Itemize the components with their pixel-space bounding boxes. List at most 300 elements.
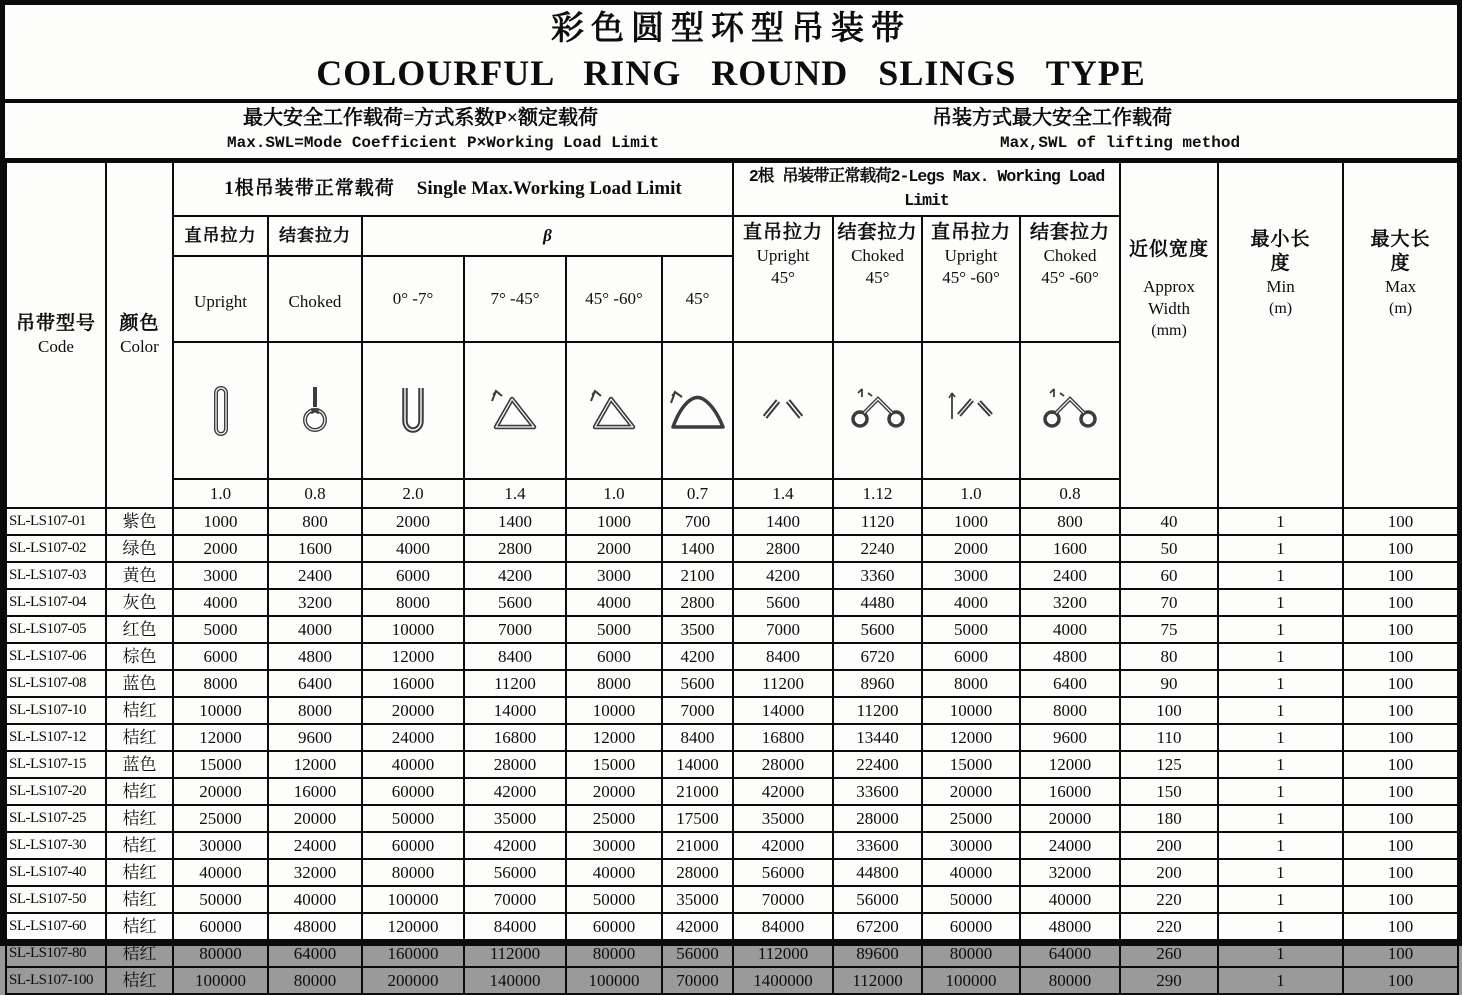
value-cell: 100000 <box>922 967 1020 994</box>
value-cell: 100 <box>1343 562 1458 589</box>
value-cell: 700 <box>662 508 733 535</box>
value-cell: 48000 <box>268 913 362 940</box>
table-row <box>6 751 1458 778</box>
value-cell: 24000 <box>362 724 464 751</box>
header-approx-width <box>1120 162 1218 508</box>
header-code-en: Code <box>38 337 74 356</box>
basket-sling-icon <box>362 342 464 479</box>
header-color-zh: 颜色 <box>119 313 160 334</box>
value-cell: 200000 <box>362 967 464 994</box>
value-cell: 33600 <box>833 778 922 805</box>
value-cell: 24000 <box>268 832 362 859</box>
spec-table <box>5 161 1459 995</box>
value-cell: 50000 <box>362 805 464 832</box>
table-row <box>6 508 1458 535</box>
value-cell: 5600 <box>662 670 733 697</box>
table-row <box>6 724 1458 751</box>
header-choked-zh: 结套拉力 <box>268 216 362 256</box>
value-cell: 13440 <box>833 724 922 751</box>
value-cell: 16800 <box>733 724 833 751</box>
leg0-zh: 直吊拉力 <box>743 222 824 243</box>
color-cell: 蓝色 <box>106 670 173 697</box>
code-cell: SL-LS107-100 <box>6 967 106 994</box>
formula-left <box>5 103 800 158</box>
header-min-length <box>1218 162 1343 508</box>
value-cell: 32000 <box>1020 859 1120 886</box>
leg2-en: Upright <box>944 246 998 265</box>
code-cell: SL-LS107-15 <box>6 751 106 778</box>
max-zh2: 度 <box>1390 253 1411 274</box>
value-cell: 14000 <box>662 751 733 778</box>
max-unit: (m) <box>1388 300 1413 317</box>
value-cell: 6000 <box>173 643 268 670</box>
value-cell: 1 <box>1218 940 1343 967</box>
angled-basket-45-icon <box>566 342 662 479</box>
value-cell: 80000 <box>566 940 662 967</box>
code-cell: SL-LS107-01 <box>6 508 106 535</box>
value-cell: 2800 <box>662 589 733 616</box>
value-cell: 1 <box>1218 724 1343 751</box>
value-cell: 2000 <box>173 535 268 562</box>
value-cell: 80000 <box>362 859 464 886</box>
value-cell: 8000 <box>362 589 464 616</box>
value-cell: 7000 <box>464 616 566 643</box>
value-cell: 5000 <box>566 616 662 643</box>
header-code <box>6 162 106 508</box>
value-cell: 125 <box>1120 751 1218 778</box>
single-group-en: Single Max.Working Load Limit <box>416 178 682 200</box>
value-cell: 20000 <box>922 778 1020 805</box>
value-cell: 40000 <box>922 859 1020 886</box>
header-leg-upright-45-60 <box>922 216 1020 342</box>
table-row <box>6 616 1458 643</box>
header-leg-choked-45 <box>833 216 922 342</box>
formula-left-zh: 最大安全工作载荷=方式系数P×额定载荷 <box>243 107 599 129</box>
value-cell: 100 <box>1343 805 1458 832</box>
value-cell: 160000 <box>362 940 464 967</box>
formula-right-en: Max,SWL of lifting method <box>1000 134 1241 152</box>
value-cell: 6000 <box>566 643 662 670</box>
value-cell: 20000 <box>566 778 662 805</box>
table-row <box>6 589 1458 616</box>
leg2-zh: 直吊拉力 <box>931 222 1012 243</box>
value-cell: 80000 <box>268 967 362 994</box>
value-cell: 28000 <box>464 751 566 778</box>
value-cell: 70000 <box>733 886 833 913</box>
value-cell: 64000 <box>268 940 362 967</box>
value-cell: 2800 <box>464 535 566 562</box>
value-cell: 100 <box>1343 967 1458 994</box>
min-zh2: 度 <box>1270 253 1291 274</box>
leg1-en: Choked <box>851 246 904 265</box>
value-cell: 20000 <box>268 805 362 832</box>
value-cell: 100 <box>1343 643 1458 670</box>
width-en2: Width <box>1148 299 1190 318</box>
code-cell: SL-LS107-20 <box>6 778 106 805</box>
value-cell: 1 <box>1218 805 1343 832</box>
value-cell: 8000 <box>268 697 362 724</box>
basket-over-mound-icon <box>662 342 733 479</box>
leg0-angle: 45° <box>771 268 795 287</box>
color-cell: 桔红 <box>106 697 173 724</box>
value-cell: 35000 <box>464 805 566 832</box>
table-row <box>6 697 1458 724</box>
header-upright-en: Upright <box>173 256 268 342</box>
table-row <box>6 778 1458 805</box>
value-cell: 1000 <box>566 508 662 535</box>
value-cell: 12000 <box>173 724 268 751</box>
color-cell: 棕色 <box>106 643 173 670</box>
value-cell: 50 <box>1120 535 1218 562</box>
table-row <box>6 967 1458 994</box>
coefficient-cell: 1.0 <box>922 479 1020 508</box>
value-cell: 112000 <box>833 967 922 994</box>
header-upright-zh: 直吊拉力 <box>173 216 268 256</box>
two-leg-straight-angle-icon <box>922 342 1020 479</box>
color-cell: 桔红 <box>106 967 173 994</box>
value-cell: 8000 <box>566 670 662 697</box>
value-cell: 6400 <box>1020 670 1120 697</box>
min-en: Min <box>1266 277 1295 296</box>
value-cell: 75 <box>1120 616 1218 643</box>
value-cell: 100000 <box>566 967 662 994</box>
value-cell: 1 <box>1218 886 1343 913</box>
header-color-en: Color <box>120 337 159 356</box>
value-cell: 100 <box>1343 913 1458 940</box>
max-en: Max <box>1384 277 1417 296</box>
value-cell: 3500 <box>662 616 733 643</box>
coefficient-cell: 1.0 <box>566 479 662 508</box>
value-cell: 1 <box>1218 778 1343 805</box>
value-cell: 28000 <box>733 751 833 778</box>
code-cell: SL-LS107-50 <box>6 886 106 913</box>
coefficient-cell: 1.4 <box>733 479 833 508</box>
header-leg-choked-45-60 <box>1020 216 1120 342</box>
value-cell: 50000 <box>566 886 662 913</box>
header-beta: β <box>362 216 733 256</box>
value-cell: 100 <box>1343 886 1458 913</box>
coefficient-cell: 1.4 <box>464 479 566 508</box>
value-cell: 42000 <box>464 832 566 859</box>
width-zh: 近似宽度 <box>1129 239 1210 260</box>
color-cell: 桔红 <box>106 778 173 805</box>
value-cell: 8960 <box>833 670 922 697</box>
value-cell: 1 <box>1218 967 1343 994</box>
value-cell: 1 <box>1218 562 1343 589</box>
value-cell: 290 <box>1120 967 1218 994</box>
value-cell: 4200 <box>662 643 733 670</box>
color-cell: 桔红 <box>106 832 173 859</box>
value-cell: 12000 <box>268 751 362 778</box>
table-row <box>6 832 1458 859</box>
table-row <box>6 535 1458 562</box>
value-cell: 220 <box>1120 913 1218 940</box>
value-cell: 10000 <box>173 697 268 724</box>
value-cell: 100 <box>1343 832 1458 859</box>
table-row <box>6 643 1458 670</box>
value-cell: 8000 <box>1020 697 1120 724</box>
value-cell: 89600 <box>833 940 922 967</box>
value-cell: 60000 <box>566 913 662 940</box>
value-cell: 11200 <box>464 670 566 697</box>
value-cell: 70000 <box>464 886 566 913</box>
value-cell: 2000 <box>922 535 1020 562</box>
value-cell: 140000 <box>464 967 566 994</box>
header-choked-en: Choked <box>268 256 362 342</box>
width-en1: Approx <box>1143 277 1196 296</box>
value-cell: 1 <box>1218 643 1343 670</box>
value-cell: 15000 <box>173 751 268 778</box>
value-cell: 1600 <box>268 535 362 562</box>
width-unit: (mm) <box>1151 322 1187 339</box>
value-cell: 6000 <box>362 562 464 589</box>
code-cell: SL-LS107-06 <box>6 643 106 670</box>
color-cell: 黄色 <box>106 562 173 589</box>
value-cell: 1 <box>1218 913 1343 940</box>
value-cell: 90 <box>1120 670 1218 697</box>
value-cell: 8400 <box>733 643 833 670</box>
value-cell: 1 <box>1218 670 1343 697</box>
two-leg-straight-icon <box>733 342 833 479</box>
value-cell: 6000 <box>922 643 1020 670</box>
code-cell: SL-LS107-03 <box>6 562 106 589</box>
color-cell: 蓝色 <box>106 751 173 778</box>
value-cell: 5600 <box>733 589 833 616</box>
value-cell: 12000 <box>922 724 1020 751</box>
value-cell: 48000 <box>1020 913 1120 940</box>
value-cell: 1 <box>1218 508 1343 535</box>
value-cell: 80000 <box>922 940 1020 967</box>
value-cell: 60 <box>1120 562 1218 589</box>
coefficient-cell: 0.8 <box>1020 479 1120 508</box>
value-cell: 1 <box>1218 616 1343 643</box>
leg2-angle: 45° -60° <box>942 268 1000 287</box>
value-cell: 50000 <box>173 886 268 913</box>
spec-table-body <box>6 508 1458 994</box>
value-cell: 220 <box>1120 886 1218 913</box>
value-cell: 8000 <box>173 670 268 697</box>
value-cell: 200 <box>1120 859 1218 886</box>
value-cell: 32000 <box>268 859 362 886</box>
two-leg-group-line2: Limit <box>904 191 949 210</box>
value-cell: 100 <box>1343 724 1458 751</box>
single-group-zh: 1根吊装带正常载荷 <box>224 178 395 200</box>
value-cell: 100000 <box>173 967 268 994</box>
value-cell: 1120 <box>833 508 922 535</box>
value-cell: 100 <box>1120 697 1218 724</box>
color-cell: 紫色 <box>106 508 173 535</box>
two-leg-choked-angle-icon <box>1020 342 1120 479</box>
value-cell: 2800 <box>733 535 833 562</box>
value-cell: 1000 <box>173 508 268 535</box>
value-cell: 1400000 <box>733 967 833 994</box>
value-cell: 56000 <box>662 940 733 967</box>
value-cell: 21000 <box>662 832 733 859</box>
value-cell: 56000 <box>464 859 566 886</box>
value-cell: 100 <box>1343 535 1458 562</box>
code-cell: SL-LS107-05 <box>6 616 106 643</box>
value-cell: 40000 <box>566 859 662 886</box>
value-cell: 100000 <box>362 886 464 913</box>
value-cell: 7000 <box>733 616 833 643</box>
value-cell: 5600 <box>464 589 566 616</box>
value-cell: 40 <box>1120 508 1218 535</box>
value-cell: 40000 <box>173 859 268 886</box>
header-max-length <box>1343 162 1458 508</box>
value-cell: 35000 <box>662 886 733 913</box>
leg3-angle: 45° -60° <box>1041 268 1099 287</box>
value-cell: 44800 <box>833 859 922 886</box>
value-cell: 10000 <box>922 697 1020 724</box>
value-cell: 4200 <box>464 562 566 589</box>
value-cell: 5600 <box>833 616 922 643</box>
value-cell: 4000 <box>362 535 464 562</box>
value-cell: 2400 <box>1020 562 1120 589</box>
value-cell: 112000 <box>464 940 566 967</box>
formula-right <box>800 103 1457 158</box>
min-zh1: 最小长 <box>1250 229 1311 250</box>
value-cell: 5000 <box>922 616 1020 643</box>
value-cell: 1 <box>1218 859 1343 886</box>
value-cell: 67200 <box>833 913 922 940</box>
value-cell: 40000 <box>362 751 464 778</box>
value-cell: 10000 <box>566 697 662 724</box>
code-cell: SL-LS107-02 <box>6 535 106 562</box>
value-cell: 4200 <box>733 562 833 589</box>
color-cell: 灰色 <box>106 589 173 616</box>
header-two-leg-group <box>733 162 1120 216</box>
value-cell: 200 <box>1120 832 1218 859</box>
value-cell: 40000 <box>268 886 362 913</box>
value-cell: 1 <box>1218 832 1343 859</box>
value-cell: 64000 <box>1020 940 1120 967</box>
color-cell: 桔红 <box>106 805 173 832</box>
value-cell: 1000 <box>922 508 1020 535</box>
value-cell: 1 <box>1218 697 1343 724</box>
min-unit: (m) <box>1268 300 1293 317</box>
value-cell: 4000 <box>268 616 362 643</box>
formula-right-zh: 吊装方式最大安全工作载荷 <box>932 107 1172 129</box>
value-cell: 8400 <box>464 643 566 670</box>
header-angle-0-7: 0° -7° <box>362 256 464 342</box>
code-cell: SL-LS107-30 <box>6 832 106 859</box>
table-row <box>6 940 1458 967</box>
value-cell: 1400 <box>733 508 833 535</box>
code-cell: SL-LS107-04 <box>6 589 106 616</box>
value-cell: 8400 <box>662 724 733 751</box>
value-cell: 20000 <box>1020 805 1120 832</box>
value-cell: 80000 <box>1020 967 1120 994</box>
value-cell: 16000 <box>1020 778 1120 805</box>
color-cell: 桔红 <box>106 859 173 886</box>
value-cell: 14000 <box>464 697 566 724</box>
value-cell: 16000 <box>268 778 362 805</box>
value-cell: 3200 <box>268 589 362 616</box>
value-cell: 4000 <box>1020 616 1120 643</box>
table-row <box>6 805 1458 832</box>
value-cell: 100 <box>1343 508 1458 535</box>
value-cell: 24000 <box>1020 832 1120 859</box>
value-cell: 2000 <box>566 535 662 562</box>
value-cell: 1 <box>1218 589 1343 616</box>
formula-left-en: Max.SWL=Mode Coefficient P×Working Load Limit <box>227 134 660 152</box>
header-angle-7-45: 7° -45° <box>464 256 566 342</box>
value-cell: 3360 <box>833 562 922 589</box>
value-cell: 70000 <box>662 967 733 994</box>
value-cell: 100 <box>1343 940 1458 967</box>
coefficient-cell: 1.0 <box>173 479 268 508</box>
value-cell: 3000 <box>566 562 662 589</box>
value-cell: 25000 <box>173 805 268 832</box>
coefficient-cell: 2.0 <box>362 479 464 508</box>
value-cell: 4000 <box>922 589 1020 616</box>
value-cell: 6720 <box>833 643 922 670</box>
value-cell: 11200 <box>733 670 833 697</box>
table-row <box>6 562 1458 589</box>
value-cell: 100 <box>1343 751 1458 778</box>
value-cell: 2000 <box>362 508 464 535</box>
table-row <box>6 859 1458 886</box>
value-cell: 42000 <box>733 832 833 859</box>
value-cell: 100 <box>1343 697 1458 724</box>
code-cell: SL-LS107-10 <box>6 697 106 724</box>
value-cell: 15000 <box>922 751 1020 778</box>
color-cell: 桔红 <box>106 913 173 940</box>
spec-table-header <box>6 162 1458 508</box>
value-cell: 50000 <box>922 886 1020 913</box>
value-cell: 1 <box>1218 751 1343 778</box>
value-cell: 60000 <box>173 913 268 940</box>
max-zh1: 最大长 <box>1370 229 1431 250</box>
value-cell: 22400 <box>833 751 922 778</box>
value-cell: 21000 <box>662 778 733 805</box>
value-cell: 3200 <box>1020 589 1120 616</box>
value-cell: 60000 <box>362 832 464 859</box>
color-cell: 桔红 <box>106 724 173 751</box>
value-cell: 12000 <box>1020 751 1120 778</box>
leg3-zh: 结套拉力 <box>1030 222 1111 243</box>
color-cell: 红色 <box>106 616 173 643</box>
formula-band <box>5 103 1457 161</box>
value-cell: 100 <box>1343 778 1458 805</box>
value-cell: 35000 <box>733 805 833 832</box>
value-cell: 20000 <box>362 697 464 724</box>
value-cell: 30000 <box>922 832 1020 859</box>
value-cell: 14000 <box>733 697 833 724</box>
value-cell: 60000 <box>922 913 1020 940</box>
value-cell: 112000 <box>733 940 833 967</box>
value-cell: 180 <box>1120 805 1218 832</box>
value-cell: 15000 <box>566 751 662 778</box>
value-cell: 28000 <box>662 859 733 886</box>
value-cell: 6400 <box>268 670 362 697</box>
value-cell: 5000 <box>173 616 268 643</box>
page-title-en: COLOURFUL RING ROUND SLINGS TYPE <box>316 53 1146 93</box>
value-cell: 9600 <box>268 724 362 751</box>
value-cell: 2240 <box>833 535 922 562</box>
value-cell: 3000 <box>922 562 1020 589</box>
coefficient-cell: 0.8 <box>268 479 362 508</box>
value-cell: 4000 <box>566 589 662 616</box>
value-cell: 100 <box>1343 589 1458 616</box>
value-cell: 11200 <box>833 697 922 724</box>
value-cell: 56000 <box>733 859 833 886</box>
value-cell: 2400 <box>268 562 362 589</box>
header-angle-45-60: 45° -60° <box>566 256 662 342</box>
value-cell: 84000 <box>464 913 566 940</box>
table-row <box>6 913 1458 940</box>
color-cell: 绿色 <box>106 535 173 562</box>
